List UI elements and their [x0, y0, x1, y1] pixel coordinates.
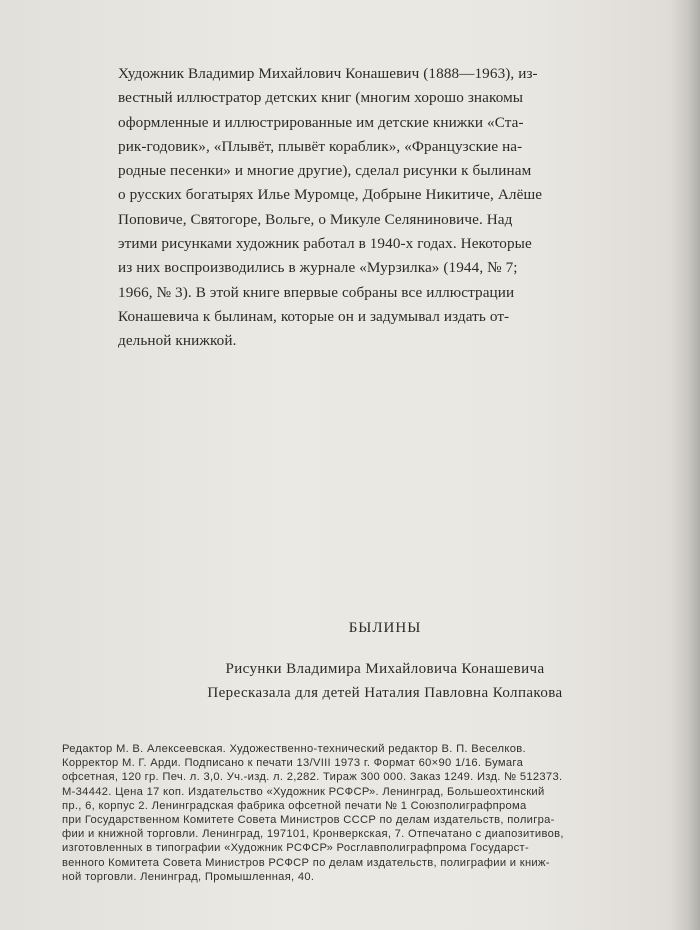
title-block: [130, 620, 640, 705]
intro-line: оформленные и иллюстрированные им детские книжки «Ста-: [118, 113, 524, 131]
imprint-line: Редактор М. В. Алексеевская. Художественно-технический редактор В. П. Веселков.: [62, 743, 526, 755]
intro-line: из них воспроизводились в журнале «Мурзилка» (1944, № 7;: [118, 259, 518, 277]
intro-line: о русских богатырях Илье Муромце, Добрыне Никитиче, Алёше: [118, 186, 543, 204]
imprint-line: М-34442. Цена 17 коп. Издательство «Художник РСФСР». Ленинград, Большеохтинский: [62, 785, 545, 798]
imprint-line: при Государственном Комитете Совета Министров СССР по делам издательств, полигра-: [62, 814, 555, 827]
illustrator-credit: Рисунки Владимира Михайловича Конашевича: [225, 661, 545, 677]
imprint-line: ной торговли. Ленинград, Промышленная, 40.: [62, 870, 315, 883]
intro-paragraph: [118, 62, 580, 354]
imprint-line: изготовленных в типографии «Художник РСФСР» Росглавполиграфпрома Государст-: [62, 842, 529, 855]
imprint-line: пр., 6, корпус 2. Ленинградская фабрика офсетной печати № 1 Союзполиграфпрома: [62, 799, 527, 812]
imprint-line: фии и книжной торговли. Ленинград, 197101, Кронверкская, 7. Отпечатано с диапозитивов,: [62, 828, 564, 841]
page-edge-shadow: [670, 0, 700, 930]
imprint-line: Корректор М. Г. Арди. Подписано к печати 13/VIII 1973 г. Формат 60×90 1/16. Бумага: [62, 757, 524, 770]
imprint-block: [62, 742, 642, 884]
imprint-line: офсетная, 120 гр. Печ. л. 3,0. Уч.-изд. л. 2,282. Тираж 300 000. Заказ 1249. Изд. № 512373.: [62, 771, 563, 784]
intro-line: Поповиче, Святогоре, Вольге, о Микуле Селяниновиче. Над: [118, 210, 513, 228]
imprint-line: венного Комитета Совета Министров РСФСР по делам издательств, полиграфии и книж-: [62, 856, 550, 869]
intro-line: этими рисунками художник работал в 1940-х годах. Некоторые: [118, 235, 532, 253]
intro-line: дельной книжкой.: [118, 332, 237, 350]
intro-line: родные песенки» и многие другие), сделал рисунки к былинам: [118, 162, 532, 180]
intro-line: вестный иллюстратор детских книг (многим хорошо знакомы: [118, 89, 524, 107]
book-title: БЫЛИНЫ: [348, 620, 422, 636]
intro-line: 1966, № 3). В этой книге впервые собраны все иллюстрации: [118, 283, 515, 301]
intro-line: рик-годовик», «Плывёт, плывёт кораблик», «Французские на-: [118, 137, 523, 155]
intro-line: Конашевича к былинам, которые он и задумывал издать от-: [118, 307, 510, 325]
intro-line: Художник Владимир Михайлович Конашевич (1888—1963), из-: [118, 65, 538, 82]
author-credit: Пересказала для детей Наталия Павловна Колпакова: [207, 685, 563, 701]
